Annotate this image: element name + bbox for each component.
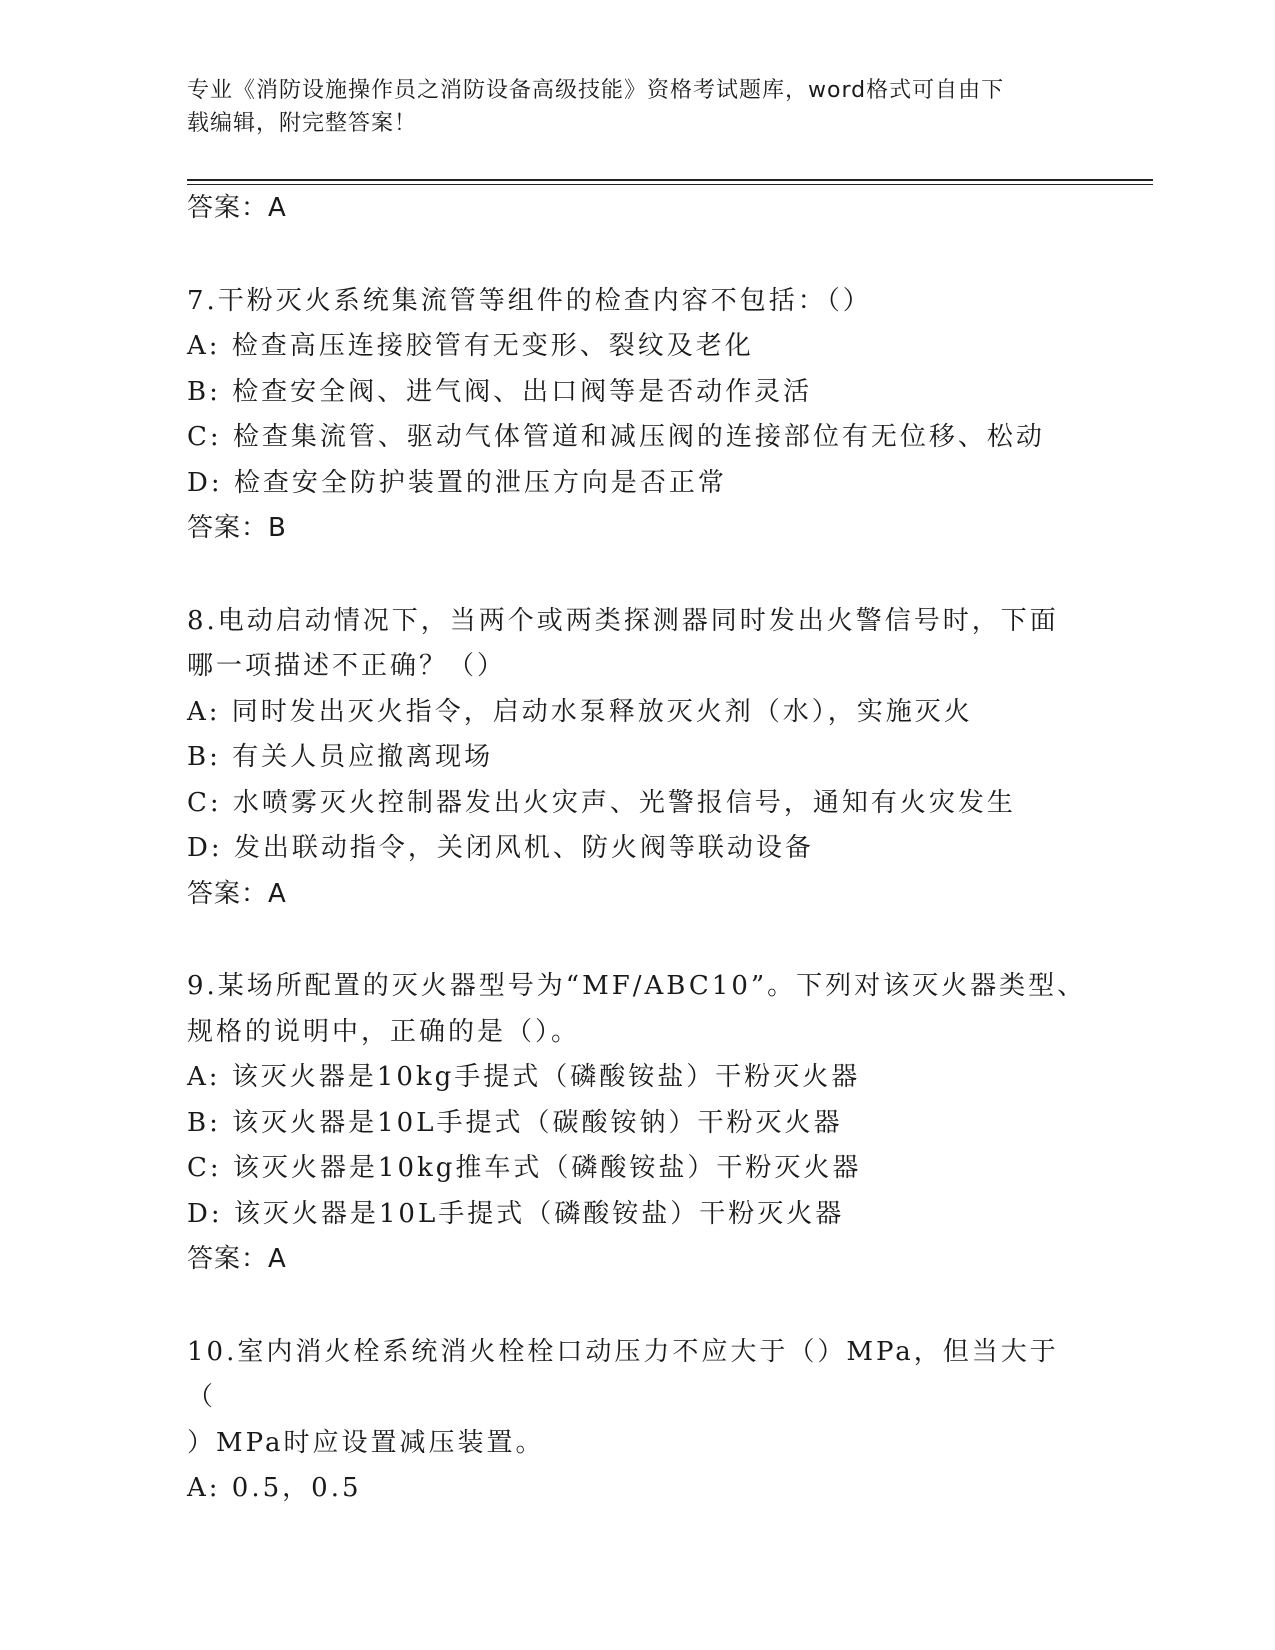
header-line-1: 专业《消防设施操作员之消防设备高级技能》资格考试题库，word格式可自由下	[187, 78, 1005, 103]
answer-line: 答案：A	[187, 878, 287, 909]
spacer	[187, 1283, 1087, 1330]
option-c: C: 水喷雾灭火控制器发出火灾声、光警报信号，通知有火灾发生	[187, 787, 1016, 818]
answer-line: 答案：A	[187, 193, 287, 223]
question-text-continued: 规格的说明中，正确的是（）。	[187, 1016, 581, 1047]
question-text: 9.某场所配置的灭火器型号为“MF/ABC10”。下列对该灭火器类型、	[187, 971, 1087, 1001]
answer-line: 答案：A	[187, 1244, 287, 1274]
question-text: 8.电动启动情况下，当两个或两类探测器同时发出火警信号时，下面	[187, 605, 1059, 636]
question-text: 10.室内消火栓系统消火栓栓口动压力不应大于（）MPa，但当大于（	[187, 1336, 1059, 1412]
option-b: B: 检查安全阀、进气阀、出口阀等是否动作灵活	[187, 376, 813, 407]
option-c: C: 检查集流管、驱动气体管道和减压阀的连接部位有无位移、松动	[187, 422, 1045, 452]
question-text-continued: ）MPa时应设置减压装置。	[187, 1427, 545, 1458]
option-a: A: 0.5，0.5	[187, 1473, 362, 1503]
option-c: C: 该灭火器是10kg推车式（磷酸铵盐）干粉灭火器	[187, 1153, 862, 1183]
spacer	[187, 232, 1087, 279]
header-divider-thin	[187, 184, 1153, 185]
option-a: A: 检查高压连接胶管有无变形、裂纹及老化	[187, 331, 754, 361]
option-d: D: 发出联动指令，关闭风机、防火阀等联动设备	[187, 833, 814, 863]
question-block-8	[187, 599, 1087, 918]
header-divider-thick	[187, 179, 1153, 181]
question-block-10	[187, 1330, 1087, 1512]
question-text: 7.干粉灭火系统集流管等组件的检查内容不包括：（）	[187, 285, 872, 316]
option-b: B: 有关人员应撤离现场	[187, 742, 494, 772]
answer-line: 答案：B	[187, 513, 287, 543]
option-d: D: 该灭火器是10L手提式（磷酸铵盐）干粉灭火器	[187, 1198, 845, 1229]
option-a: A: 该灭火器是10kg手提式（磷酸铵盐）干粉灭火器	[187, 1062, 861, 1092]
question-block-7	[187, 279, 1087, 552]
option-d: D: 检查安全防护装置的泄压方向是否正常	[187, 467, 727, 498]
question-list	[187, 186, 1087, 1512]
page-header	[187, 74, 1067, 140]
question-block-9	[187, 964, 1087, 1283]
spacer	[187, 917, 1087, 964]
spacer	[187, 552, 1087, 599]
option-a: A: 同时发出灭火指令，启动水泵释放灭火剂（水），实施灭火	[187, 696, 973, 727]
question-text-continued: 哪一项描述不正确？（）	[187, 651, 507, 681]
header-line-2: 载编辑，附完整答案！	[187, 111, 418, 136]
option-b: B: 该灭火器是10L手提式（碳酸铵钠）干粉灭火器	[187, 1107, 843, 1138]
